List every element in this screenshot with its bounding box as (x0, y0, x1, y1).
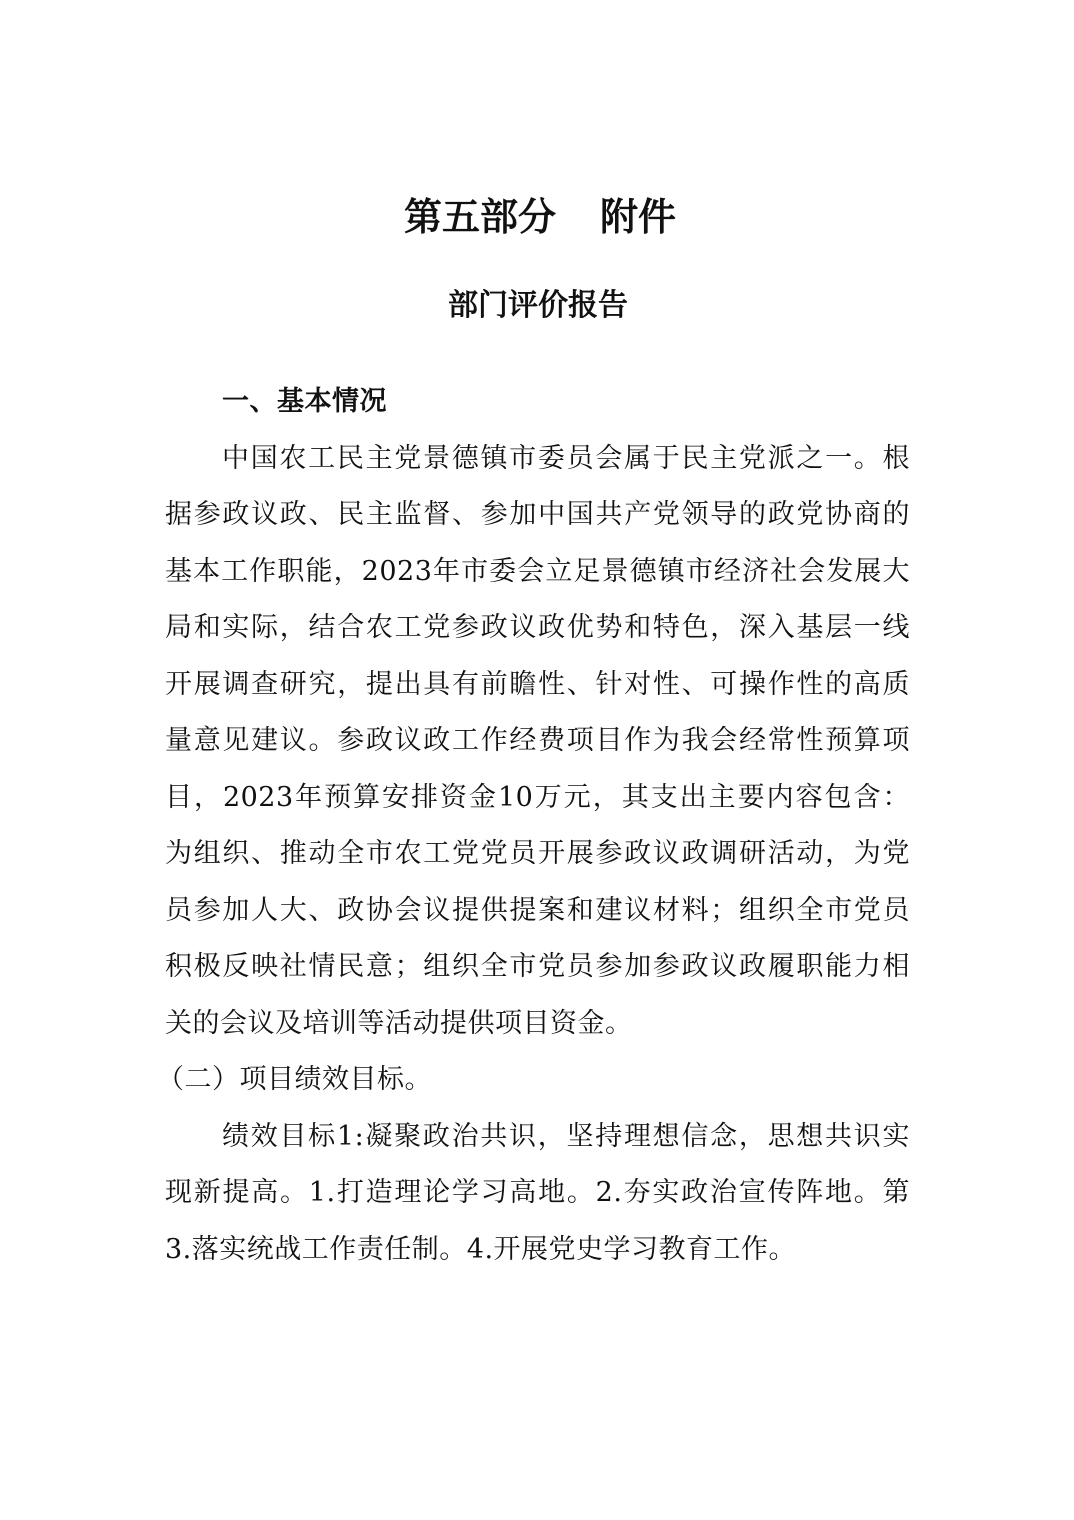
paragraph-line: 基本工作职能，2023年市委会立足景德镇市经济社会发展大 (165, 555, 910, 587)
paragraph-line: 局和实际，结合农工党参政议政优势和特色，深入基层一线 (165, 612, 910, 643)
title-name: 附件 (600, 195, 677, 239)
page-title (0, 190, 1074, 244)
paragraph-line: 3.落实统战工作责任制。4.开展党史学习教育工作。 (165, 1233, 797, 1265)
paragraph-line: 积极反映社情民意；组织全市党员参加参政议政履职能力相 (165, 951, 910, 982)
document-body (157, 374, 910, 1278)
paragraph-line: 关的会议及培训等活动提供项目资金。 (165, 1007, 633, 1039)
paragraph-line: 现新提高。1.打造理论学习高地。2.夯实政治宣传阵地。第 (165, 1177, 910, 1208)
paragraph-line: 目，2023年预算安排资金10万元，其支出主要内容包含： (165, 781, 910, 813)
paragraph-line: 开展调查研究，提出具有前瞻性、针对性、可操作性的高质 (165, 668, 910, 700)
report-subtitle: 部门评价报告 (448, 288, 628, 323)
paragraph-line: 为组织、推动全市农工党党员开展参政议政调研活动，为党 (165, 838, 910, 869)
paragraph-line: 绩效目标1:凝聚政治共识，坚持理想信念，思想共识实 (222, 1120, 910, 1152)
paragraph-line: 据参政议政、民主监督、参加中国共产党领导的政党协商的 (165, 499, 910, 530)
paragraph-line: 中国农工民主党景德镇市委员会属于民主党派之一。根 (222, 442, 910, 474)
paragraph-line: 员参加人大、政协会议提供提案和建议材料；组织全市党员 (165, 894, 910, 926)
paragraph-line: 量意见建议。参政议政工作经费项目作为我会经常性预算项 (165, 725, 910, 756)
section-heading-performance-goals: （二）项目绩效目标。 (157, 1064, 432, 1095)
title-part: 第五部分 (403, 195, 556, 239)
section-heading-basic-info: 一、基本情况 (222, 386, 387, 417)
